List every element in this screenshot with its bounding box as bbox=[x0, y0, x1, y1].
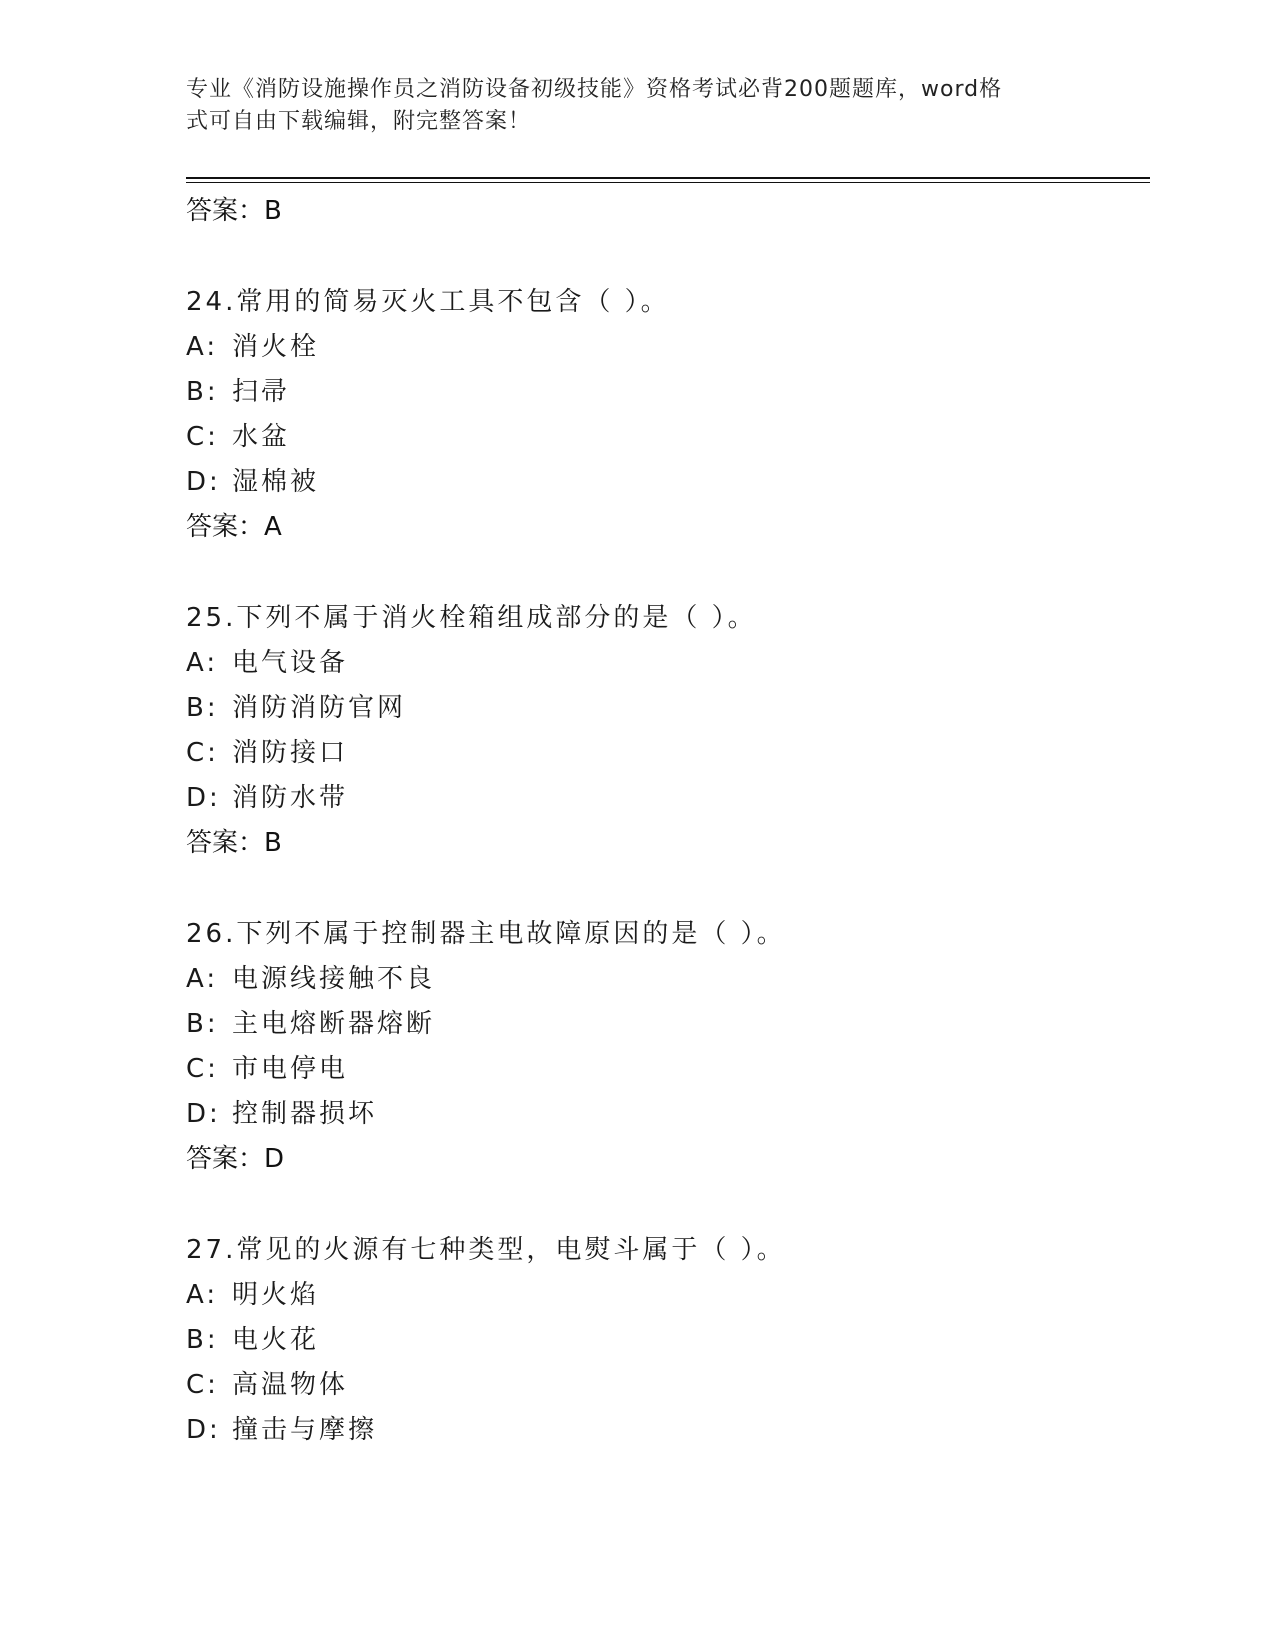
option-text: 扫帚 bbox=[232, 377, 291, 407]
option-key: D: bbox=[186, 1099, 221, 1129]
option-key: D: bbox=[186, 467, 221, 497]
option-c bbox=[186, 731, 1146, 776]
option-text: 电源线接触不良 bbox=[232, 964, 436, 994]
option-key: C: bbox=[186, 1370, 219, 1400]
option-b bbox=[186, 370, 1146, 415]
option-c bbox=[186, 1363, 1146, 1408]
option-text: 消防接口 bbox=[232, 738, 349, 768]
option-key: C: bbox=[186, 422, 219, 452]
answer-line: 答案：D bbox=[186, 1144, 285, 1174]
option-key: B: bbox=[186, 377, 219, 407]
option-d bbox=[186, 776, 1146, 821]
option-key: C: bbox=[186, 738, 219, 768]
option-text: 明火焰 bbox=[232, 1280, 320, 1310]
option-key: A: bbox=[186, 964, 219, 994]
answer-line: 答案：B bbox=[186, 196, 282, 226]
option-text: 消防水带 bbox=[232, 783, 349, 813]
question-stem: 27.常见的火源有七种类型，电熨斗属于（ ）。 bbox=[186, 1235, 786, 1265]
spacer bbox=[186, 550, 1146, 596]
option-text: 水盆 bbox=[232, 422, 291, 452]
option-key: A: bbox=[186, 648, 219, 678]
option-key: B: bbox=[186, 1325, 219, 1355]
spacer bbox=[186, 866, 1146, 912]
option-text: 电气设备 bbox=[232, 648, 349, 678]
option-a bbox=[186, 957, 1146, 1002]
question-block bbox=[186, 1228, 1146, 1453]
option-c bbox=[186, 1047, 1146, 1092]
option-a bbox=[186, 641, 1146, 686]
question-block bbox=[186, 280, 1146, 550]
option-key: B: bbox=[186, 693, 219, 723]
option-d bbox=[186, 460, 1146, 505]
question-stem: 24.常用的简易灭火工具不包含（ ）。 bbox=[186, 287, 670, 317]
option-key: B: bbox=[186, 1009, 219, 1039]
option-b bbox=[186, 1318, 1146, 1363]
option-text: 高温物体 bbox=[232, 1370, 349, 1400]
question-stem: 25.下列不属于消火栓箱组成部分的是（ ）。 bbox=[186, 603, 757, 633]
option-d bbox=[186, 1408, 1146, 1453]
question-stem: 26.下列不属于控制器主电故障原因的是（ ）。 bbox=[186, 919, 786, 949]
option-b bbox=[186, 1002, 1146, 1047]
option-a bbox=[186, 325, 1146, 370]
option-d bbox=[186, 1092, 1146, 1137]
question-block bbox=[186, 912, 1146, 1182]
option-text: 消防消防官网 bbox=[232, 693, 407, 723]
question-list bbox=[186, 189, 1146, 1453]
option-key: A: bbox=[186, 1280, 219, 1310]
option-text: 撞击与摩擦 bbox=[232, 1415, 378, 1445]
header-divider-thin bbox=[186, 182, 1150, 183]
answer-line: 答案：B bbox=[186, 828, 282, 858]
option-text: 电火花 bbox=[232, 1325, 320, 1355]
option-c bbox=[186, 415, 1146, 460]
option-text: 主电熔断器熔断 bbox=[232, 1009, 436, 1039]
document-header bbox=[186, 74, 1066, 138]
option-text: 控制器损坏 bbox=[232, 1099, 378, 1129]
option-text: 湿棉被 bbox=[232, 467, 320, 497]
option-key: D: bbox=[186, 1415, 221, 1445]
option-text: 市电停电 bbox=[232, 1054, 349, 1084]
option-key: D: bbox=[186, 783, 221, 813]
question-block bbox=[186, 596, 1146, 866]
spacer bbox=[186, 234, 1146, 280]
option-key: C: bbox=[186, 1054, 219, 1084]
header-line-2: 式可自由下载编辑，附完整答案！ bbox=[186, 109, 532, 134]
spacer bbox=[186, 1182, 1146, 1228]
header-line-1: 专业《消防设施操作员之消防设备初级技能》资格考试必背200题题库，word格 bbox=[186, 77, 1003, 102]
header-divider-thick bbox=[186, 177, 1150, 179]
option-b bbox=[186, 686, 1146, 731]
option-text: 消火栓 bbox=[232, 332, 320, 362]
answer-line: 答案：A bbox=[186, 512, 282, 542]
option-a bbox=[186, 1273, 1146, 1318]
option-key: A: bbox=[186, 332, 219, 362]
